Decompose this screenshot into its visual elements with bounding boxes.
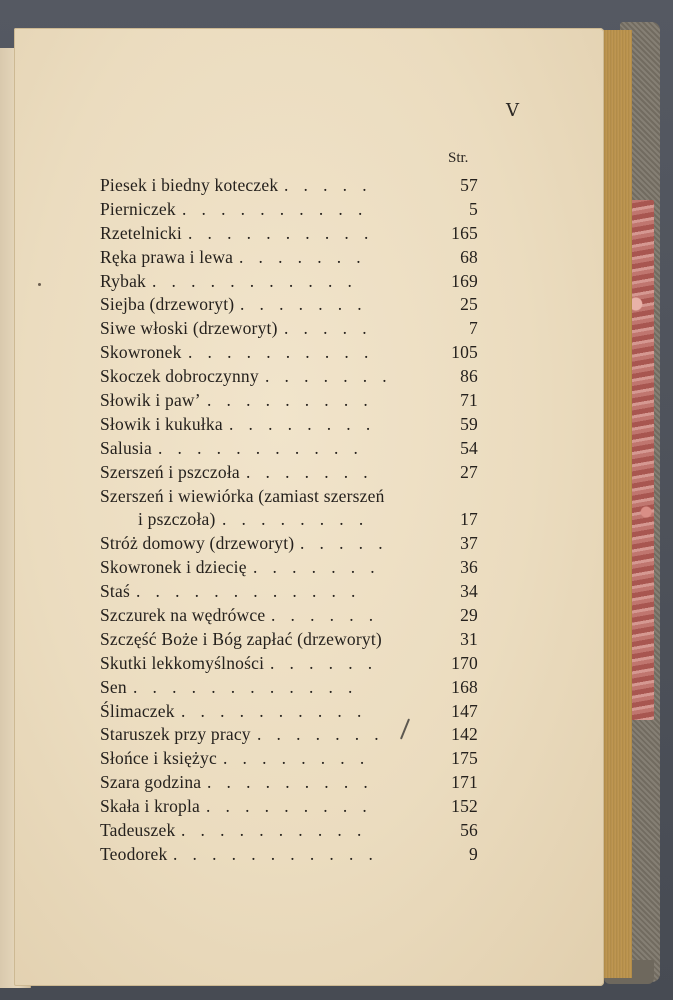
toc-leader-dots: . . . . . . . . . [207, 772, 374, 793]
toc-entry [100, 174, 490, 198]
toc-entry-page-number: 31 [460, 628, 478, 649]
toc-entry-title: Rzetelnicki [100, 222, 182, 243]
toc-entry-page-number: 71 [460, 390, 478, 411]
toc-entry-page-number: 169 [451, 270, 478, 291]
toc-entry [100, 532, 490, 556]
toc-entry [100, 700, 490, 724]
toc-entry-title: Szczęść Boże i Bóg zapłać (drzeworyt) [100, 628, 382, 649]
toc-leader-dots: . . . . . [284, 175, 372, 195]
toc-entry-page-number: 152 [451, 796, 478, 817]
toc-entry [100, 723, 490, 747]
toc-entry [100, 628, 490, 652]
toc-entry [100, 389, 490, 413]
toc-entry-title: Siwe włoski (drzeworyt) [100, 318, 278, 339]
toc-entry-title: Słowik i paw’ [100, 390, 201, 411]
toc-entry-title: Teodorek [100, 843, 168, 864]
toc-entry-title: Staruszek przy pracy [100, 724, 251, 745]
toc-leader-dots: . . . . . . [271, 605, 379, 626]
toc-leader-dots: . . . . . . . . . . [182, 198, 368, 219]
toc-entry-page-number: 25 [460, 294, 478, 315]
toc-entry-title: Piesek i biedny koteczek [100, 175, 279, 195]
toc-entry [100, 341, 490, 365]
toc-entry-page-number: 7 [469, 318, 478, 339]
toc-leader-dots: . . . . . . . [253, 557, 381, 578]
toc-entry-page-number: 56 [460, 820, 478, 841]
toc-leader-dots: . . . . . . . . . . [181, 820, 367, 841]
toc-entry-title: Ślimaczek [100, 700, 175, 721]
toc-entry [100, 556, 490, 580]
toc-leader-dots: . . . . . . . . . . [181, 700, 367, 721]
toc-entry-title: Salusia [100, 437, 152, 458]
toc-entry-title: Siejba (drzeworyt) [100, 294, 235, 315]
toc-entry [100, 771, 490, 795]
toc-entry-title: Słońce i księżyc [100, 748, 217, 769]
toc-entry-title: Skutki lekkomyślności [100, 652, 265, 673]
paper-speck [38, 283, 41, 286]
toc-entry [100, 795, 490, 819]
toc-entry-title: Staś [100, 581, 130, 602]
toc-entry-page-number: 27 [460, 461, 478, 482]
toc-leader-dots: . . . . . . . [239, 246, 367, 267]
toc-entry [100, 246, 490, 270]
toc-entry [100, 437, 490, 461]
toc-entry-title: Skała i kropla [100, 796, 200, 817]
toc-entry [100, 580, 490, 604]
toc-entry-title: Stróż domowy (drzeworyt) [100, 533, 295, 554]
toc-entry [100, 676, 490, 700]
toc-entry-page-number: 57 [460, 175, 478, 195]
toc-entry-title: Skowronek [100, 342, 182, 363]
toc-leader-dots: . . . . . . . . . . . [158, 437, 364, 458]
toc-entry-page-number: 175 [451, 748, 478, 769]
toc-entry [100, 198, 490, 222]
toc-entry-title: i pszczoła) [138, 509, 216, 530]
toc-entry-title: Szara godzina [100, 772, 202, 793]
toc-entry-title: Pierniczek [100, 198, 176, 219]
toc-entry [100, 461, 490, 485]
toc-entry [100, 317, 490, 341]
toc-entry [100, 365, 490, 389]
toc-leader-dots: . . . . . . . [265, 366, 393, 387]
toc-entry-title: Szczurek na wędrówce [100, 605, 266, 626]
toc-entry [100, 652, 490, 676]
toc-entry-page-number: 165 [451, 222, 478, 243]
toc-entry-page-number: 9 [469, 843, 478, 864]
toc-leader-dots: . . . . . . . . [222, 509, 369, 530]
toc-entry [100, 270, 490, 294]
toc-entry [100, 819, 490, 843]
toc-entry-page-number: 147 [451, 700, 478, 721]
toc-leader-dots: . . . . . . . . [223, 748, 370, 769]
toc-entry-title: Szerszeń i pszczoła [100, 461, 240, 482]
page-column-header: Str. [448, 150, 469, 166]
toc-leader-dots: . . . . . . . . . . [188, 342, 374, 363]
toc-entry-title: Rybak [100, 270, 146, 291]
toc-entry-page-number: 5 [469, 198, 478, 219]
toc-leader-dots: . . . . . . . [240, 294, 368, 315]
toc-entry-title: Skowronek i dziecię [100, 557, 247, 578]
toc-leader-dots: . . . . . . . [246, 461, 374, 482]
toc-leader-dots: . . . . . . . . . . [188, 222, 374, 243]
toc-entry-page-number: 54 [460, 437, 478, 458]
toc-leader-dots: . . . . . [284, 318, 372, 339]
toc-entry-page-number: 170 [451, 652, 478, 673]
toc-entry-page-number: 37 [460, 533, 478, 554]
toc-leader-dots: . . . . . . [270, 652, 378, 673]
toc-entry [100, 604, 490, 628]
toc-entry-page-number: 59 [460, 413, 478, 434]
toc-entry-page-number: 29 [460, 605, 478, 626]
toc-leader-dots: . . . . . . . . . . . . [133, 676, 358, 697]
toc-entry-title: Szerszeń i wiewiórka (zamiast szerszeń [100, 485, 385, 506]
toc-entry [100, 222, 490, 246]
toc-leader-dots: . . . . . . . . . . . [173, 843, 379, 864]
toc-entry-page-number: 105 [451, 342, 478, 363]
toc-entry-title: Słowik i kukułka [100, 413, 223, 434]
toc-leader-dots: . . . . . . . . . . . [152, 270, 358, 291]
toc-entry-title: Skoczek dobroczynny [100, 366, 259, 387]
toc-entry-page-number: 34 [460, 581, 478, 602]
toc-entry-page-number: 168 [451, 676, 478, 697]
toc-entry [100, 747, 490, 771]
page-number: V [506, 100, 519, 121]
toc-entry-title: Ręka prawa i lewa [100, 246, 234, 267]
toc-leader-dots: . . . . . . . . . [207, 390, 374, 411]
toc-entry [100, 508, 490, 532]
toc-leader-dots: . . . . . . . . . . . . [136, 581, 361, 602]
toc-leader-dots: . . . . . . . [257, 724, 385, 745]
table-of-contents [100, 174, 490, 867]
toc-entry [100, 293, 490, 317]
toc-entry [100, 485, 490, 509]
toc-entry-title: Tadeuszek [100, 820, 176, 841]
toc-entry [100, 843, 490, 867]
toc-entry-page-number: 17 [460, 509, 478, 530]
toc-leader-dots: . . . . . . . . [229, 413, 376, 434]
toc-entry-title: Sen [100, 676, 127, 697]
toc-leader-dots: . . . . . . . . . [206, 796, 373, 817]
toc-entry-page-number: 86 [460, 366, 478, 387]
toc-entry-page-number: 68 [460, 246, 478, 267]
toc-leader-dots: . . . . . [300, 533, 388, 554]
toc-entry-page-number: 171 [451, 772, 478, 793]
toc-entry-page-number: 36 [460, 557, 478, 578]
toc-entry [100, 413, 490, 437]
toc-entry-page-number: 142 [451, 724, 478, 745]
